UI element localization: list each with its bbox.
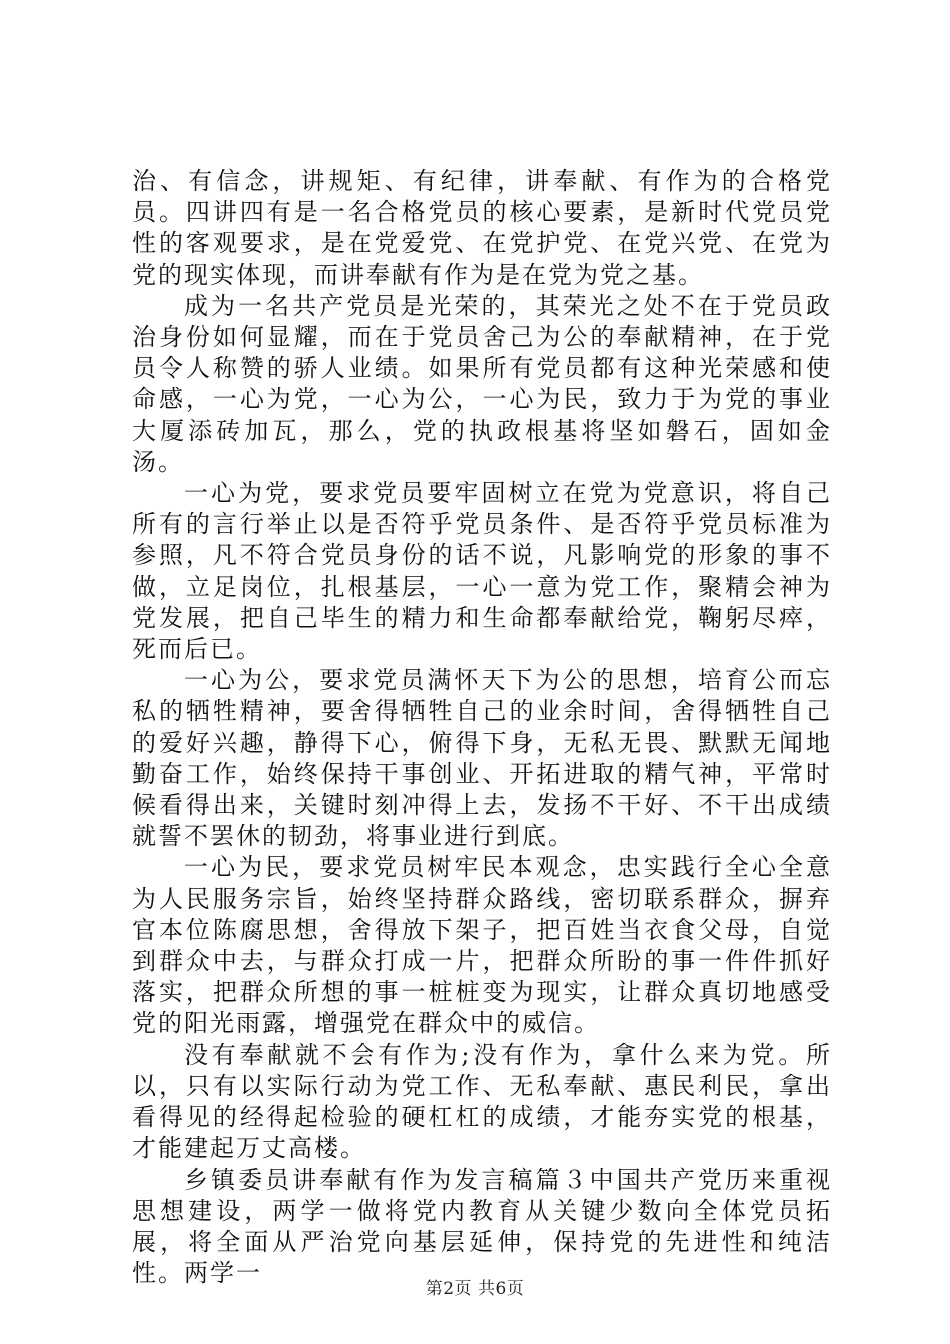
- paragraph-1: 治、有信念，讲规矩、有纪律，讲奉献、有作为的合格党员。四讲四有是一名合格党员的核心要素，是新时代党员党性的客观要求，是在党爱党、在党护党、在党兴党、在党为党的现实体现，而讲奉献有作为是在党为党之基。: [132, 167, 832, 289]
- paragraph-7: 乡镇委员讲奉献有作为发言稿篇３中国共产党历来重视思想建设，两学一做将党内教育从关键少数向全体党员拓展，将全面从严治党向基层延伸，保持党的先进性和纯洁性。两学一: [132, 1165, 832, 1288]
- paragraph-6: 没有奉献就不会有作为;没有作为，拿什么来为党。所以，只有以实际行动为党工作、无私奉献、惠民利民，拿出看得见的经得起检验的硬杠杠的成绩，才能夯实党的根基，才能建起万丈高楼。: [132, 1040, 832, 1163]
- paragraph-3: 一心为党，要求党员要牢固树立在党为党意识，将自己所有的言行举止以是否符乎党员条件、是否符乎党员标准为参照，凡不符合党员身份的话不说，凡影响党的形象的事不做，立足岗位，扎根基层，一心一意为党工作，聚精会神为党发展，把自己毕生的精力和生命都奉献给党，鞠躬尽瘁，死而后已。: [132, 479, 832, 664]
- paragraph-4: 一心为公，要求党员满怀天下为公的思想，培育公而忘私的牺牲精神，要舍得牺牲自己的业余时间，舍得牺牲自己的爱好兴趣，静得下心，俯得下身，无私无畏、默默无闻地勤奋工作，始终保持干事创业、开拓进取的精气神，平常时候看得出来，关键时刻冲得上去，发扬不干好、不干出成绩就誓不罢休的韧劲，将事业进行到底。: [132, 666, 832, 851]
- document-body: [132, 166, 832, 1289]
- page-footer: 第2页 共6页: [425, 1279, 525, 1299]
- paragraph-5: 一心为民，要求党员树牢民本观念，忠实践行全心全意为人民服务宗旨，始终坚持群众路线，密切联系群众，摒弃官本位陈腐思想，舍得放下架子，把百姓当衣食父母，自觉到群众中去，与群众打成一片，把群众所盼的事一件件抓好落实，把群众所想的事一桩桩变为现实，让群众真切地感受党的阳光雨露，增强党在群众中的威信。: [132, 853, 832, 1038]
- paragraph-2: 成为一名共产党员是光荣的，其荣光之处不在于党员政治身份如何显耀，而在于党员舍己为公的奉献精神，在于党员令人称赞的骄人业绩。如果所有党员都有这种光荣感和使命感，一心为党，一心为公，一心为民，致力于为党的事业大厦添砖加瓦，那么，党的执政根基将坚如磐石，固如金汤。: [132, 291, 832, 476]
